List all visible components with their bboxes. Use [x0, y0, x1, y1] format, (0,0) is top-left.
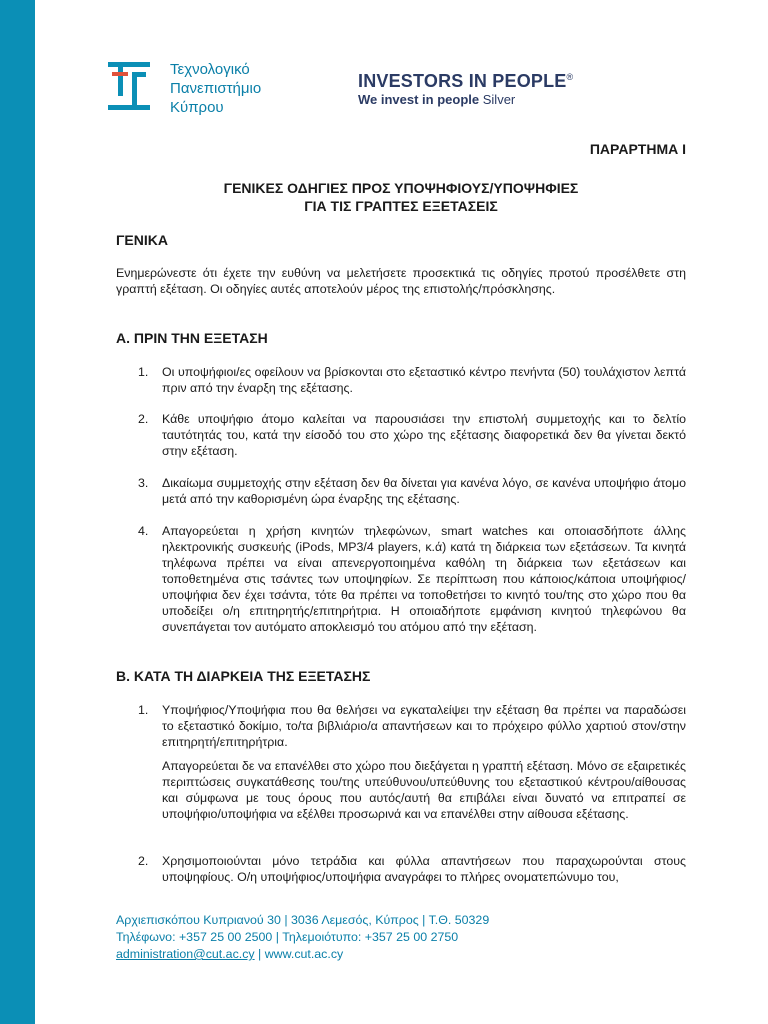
university-name-line-3: Κύπρου [170, 99, 224, 116]
university-name-line-2: Πανεπιστήμιο [170, 80, 262, 97]
item-text: Χρησιμοποιούνται μόνο τετράδια και φύλλα απαντήσεων που παραχωρούνται στους υποψηφίους. Ο/η υποψήφιος/υποψήφια αναγράφει το πλήρες ονοματεπώνυμο του, [162, 854, 686, 884]
iip-registered-mark: ® [566, 72, 574, 82]
item-number: 1. [138, 703, 149, 717]
item-number: 4. [138, 524, 149, 538]
item-text: Οι υποψήφιοι/ες οφείλουν να βρίσκονται στο εξεταστικό κέντρο πενήντα (50) τουλάχιστον λεπτά πριν από την έναρξη της εξέτασης. [162, 365, 686, 395]
left-accent-bar [0, 0, 35, 1024]
document-title [116, 179, 686, 215]
footer-phones: Τηλέφωνο: +357 25 00 2500 | Τηλεμοιότυπο: +357 25 00 2750 [116, 930, 459, 944]
section-a-item [138, 364, 686, 396]
footer-separator: | [254, 947, 265, 961]
section-b-item [138, 853, 686, 885]
cut-logo-icon [108, 62, 150, 110]
section-a-heading: Α. ΠΡΙΝ ΤΗΝ ΕΞΕΤΑΣΗ [116, 330, 268, 346]
university-name [170, 60, 261, 117]
footer-contact [116, 946, 489, 963]
section-a-item [138, 523, 686, 635]
item-number: 1. [138, 365, 149, 379]
item-number: 3. [138, 476, 149, 490]
item-text: Απαγορεύεται η χρήση κινητών τηλεφώνων, smart watches και οποιασδήποτε άλλης ηλεκτρονικής συσκευής (iPods, MP3/4 players, κ.ά) κατά τη διάρκεια των εξετάσεων. Τα κινητά τηλέφωνα πρέπει να είναι απενεργοποιημένα καθόλη τη διάρκεια των εξετάσεων και τοποθετημένα στις τσάντες των υποψηφίων. Σε περίπτωση που κάποιος/κάποια υποψήφιος/υποψήφια δεν έχει τσάντα, τότε θα πρέπει να τοποθετήσει το κινητό του/της στο χώρο που θα υποδείξει ο/η επιτηρητής/επιτηρήτρια. Η οποιαδήποτε εμφάνιση κινητού τηλεφώνου θα συνεπάγεται τον αυτόματο αποκλεισμό του ατόμου από την εξέταση. [162, 524, 686, 634]
item-number: 2. [138, 412, 149, 426]
item-text: Υποψήφιος/Υποψήφια που θα θελήσει να εγκαταλείψει την εξέταση θα πρέπει να παραδώσει το εξεταστικό δοκίμιο, το/τα βιβλιάριο/α απαντήσεων και το πρόχειρο φύλλο χαρτιού στον/στην επιτηρητή/επιτηρήτρια. [162, 703, 686, 749]
footer-address: Αρχιεπισκόπου Κυπριανού 30 | 3036 Λεμεσός, Κύπρος | Τ.Θ. 50329 [116, 913, 490, 927]
section-a-item [138, 411, 686, 459]
title-line-2: ΓΙΑ ΤΙΣ ΓΡΑΠΤΕΣ ΕΞΕΤΑΣΕΙΣ [304, 198, 498, 214]
appendix-label: ΠΑΡΑΡΤΗΜΑ Ι [589, 141, 686, 157]
footer [116, 912, 489, 963]
title-line-1: ΓΕΝΙΚΕΣ ΟΔΗΓΙΕΣ ΠΡΟΣ ΥΠΟΨΗΦΙΟΥΣ/ΥΠΟΨΗΦΙΕΣ [223, 180, 579, 196]
website-text: www.cut.ac.cy [264, 947, 344, 961]
iip-title: INVESTORS IN PEOPLE [358, 71, 567, 91]
item-text: Κάθε υποψήφιο άτομο καλείται να παρουσιάσει την επιστολή συμμετοχής και το δελτίο ταυτότητάς του, κατά την είσοδό του στο χώρο της εξέτασης διαφορετικά δεν θα γίνεται δεκτό στην εξέταση. [162, 412, 686, 458]
general-text: Ενημερώνεστε ότι έχετε την ευθύνη να μελετήσετε προσεκτικά τις οδηγίες προτού προσέλθετε στη γραπτή εξέταση. Οι οδηγίες αυτές αποτελούν μέρος της επιστολής/πρόσκλησης. [116, 266, 686, 296]
iip-tagline: We invest in people [358, 92, 480, 107]
email-link[interactable]: administration@cut.ac.cy [116, 947, 255, 961]
section-b-item [138, 702, 686, 750]
section-b-subparagraph: Απαγορεύεται δε να επανέλθει στο χώρο που διεξάγεται η γραπτή εξέταση. Μόνο σε εξαιρετικές περιπτώσεις συγκατάθεσης του/της υπεύθυνου/υπεύθυνης του εξεταστικού κέντρου/αίθουσας και σύμφωνα με τους όρους που αυτός/αυτή θα επιβάλει είναι δυνατό να επιτραπεί σε υποψήφιο/υποψήφια να εξέλθει προσωρινά και να επανέλθει στην αίθουσα εξέτασης. [162, 759, 686, 821]
item-number: 2. [138, 854, 149, 868]
investors-in-people-logo [358, 66, 573, 108]
section-b-heading: Β. ΚΑΤΑ ΤΗ ΔΙΑΡΚΕΙΑ ΤΗΣ ΕΞΕΤΑΣΗΣ [116, 668, 371, 684]
iip-level: Silver [482, 92, 516, 107]
item-text: Δικαίωμα συμμετοχής στην εξέταση δεν θα δίνεται για κανένα λόγο, σε κανένα υποψήφιο άτομο μετά από την καθορισμένη ώρα έναρξης της εξέτασης. [162, 476, 686, 506]
letterhead [108, 58, 728, 118]
section-a-item [138, 475, 686, 507]
university-name-line-1: Τεχνολογικό [170, 61, 250, 78]
general-heading: ΓΕΝΙΚΑ [116, 232, 168, 248]
